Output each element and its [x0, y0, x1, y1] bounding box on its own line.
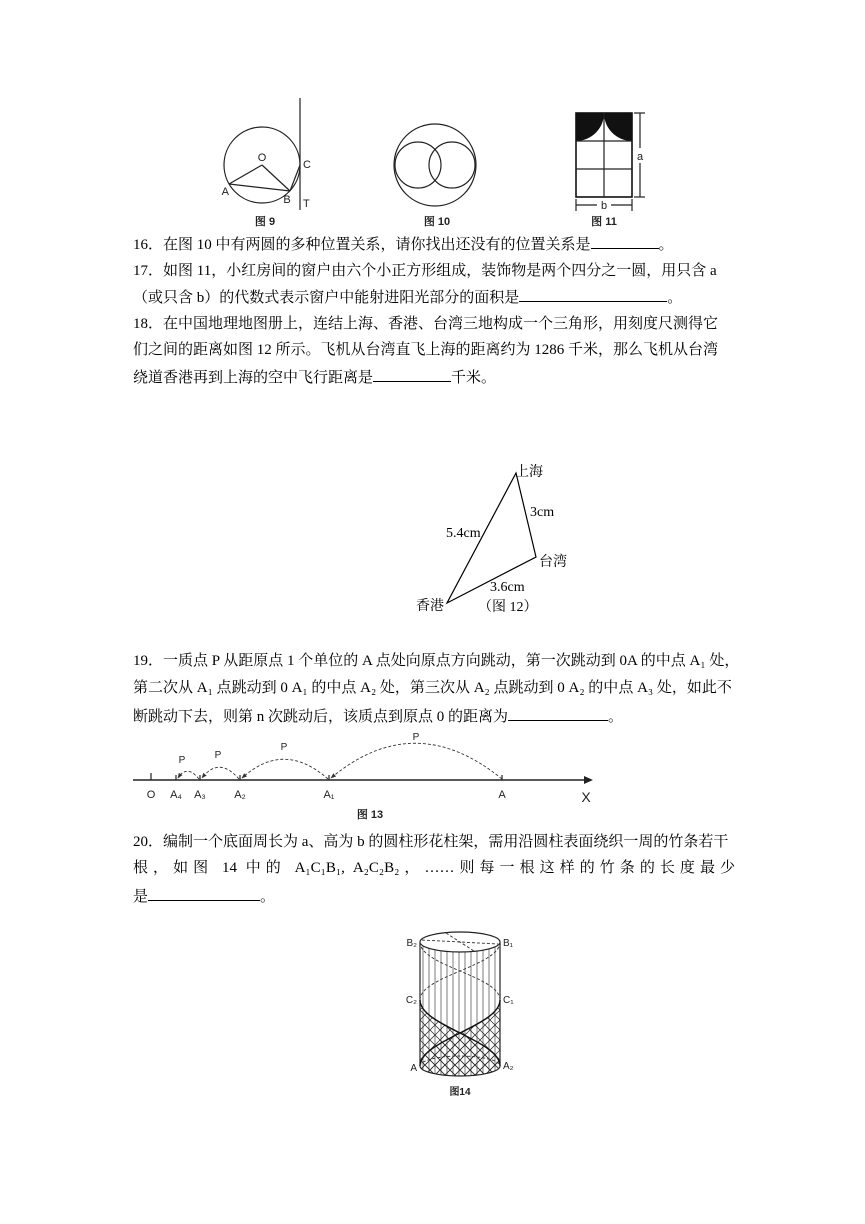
figure-9 — [222, 98, 311, 228]
jump-arc-1 — [331, 743, 502, 779]
inner-circle-left — [395, 142, 441, 188]
label-a: A — [410, 1063, 417, 1074]
label-c2: C₂ — [405, 995, 417, 1006]
question-17-text: （或只含 b）的代数式表示窗户中能射进阳光部分的面积是 — [133, 290, 520, 306]
figure-9-caption: 图 9 — [254, 216, 276, 228]
figure-10-caption: 图 10 — [423, 216, 451, 228]
window-frame — [576, 113, 632, 197]
figure-13-caption: 图 13 — [356, 809, 384, 821]
label-b: B — [283, 194, 291, 206]
question-17-line-1: 17．如图 11，小红房间的窗户由六个小正方形组成，装饰物是两个四分之一圆，用只含 a — [133, 263, 717, 279]
question-18-line-1: 18．在中国地理地图册上，连结上海、香港、台湾三地构成一个三角形，用刻度尺测得它 — [133, 316, 719, 332]
question-20-line-2: 根，如图 14 中的 A₁C₁B₁, A₂C₂B₂，……则每一根这样的竹条的长度最少 — [133, 860, 735, 876]
answer-blank — [508, 706, 608, 721]
label-a2: A₂ — [503, 1061, 514, 1072]
question-17-line-2 — [133, 287, 682, 308]
question-19-line-2: 第二次从 A₁ 点跳动到 0 A₁ 的中点 A₂ 处，第三次从 A₂ 点跳动到 0 A₂ 的中点 A₃ 处，如此不 — [133, 680, 732, 696]
top-chord-2 — [446, 933, 474, 951]
segment-ob — [262, 165, 290, 191]
answer-blank — [519, 287, 667, 302]
question-19-text: 断跳动下去，则第 n 次跳动后，该质点到原点 0 的距离为 — [133, 709, 509, 725]
question-19-end: 。 — [608, 709, 624, 725]
question-16-end: 。 — [658, 237, 674, 253]
point-label-o: O — [146, 789, 156, 801]
figure-13 — [133, 732, 593, 821]
question-16 — [133, 234, 674, 255]
cylinder-bottom-front — [420, 1066, 500, 1076]
cylinder-vertical-strips — [420, 942, 500, 1076]
strip-a2-c2 — [420, 1000, 500, 1066]
distance-hongkong-taiwan: 3.6cm — [490, 580, 525, 595]
lattice-region-left — [420, 1000, 500, 1076]
quarter-circle-left — [576, 113, 604, 141]
jump-arc-4 — [178, 771, 199, 779]
circle-o — [221, 127, 300, 203]
question-20-line-3 — [133, 886, 275, 907]
lattice-region-right — [420, 1000, 500, 1076]
figure-14-caption: 图14 — [449, 1087, 471, 1098]
number-line-arrow — [584, 776, 593, 784]
strip-c2-b1 — [420, 942, 500, 1000]
quarter-circle-right — [604, 113, 632, 141]
question-20-end: 。 — [260, 889, 276, 905]
jumper-label: P — [214, 750, 222, 761]
point-label-a4: A₄ — [170, 789, 182, 801]
question-19-line-3 — [133, 706, 623, 727]
question-17-end: 。 — [667, 290, 683, 306]
triangle-shanghai-taiwan-hongkong — [447, 473, 536, 603]
outer-circle — [394, 124, 476, 206]
segment-ab — [229, 184, 290, 191]
figure-12-caption: （图 12） — [478, 600, 538, 615]
question-20-line-1: 20．编制一个底面周长为 a、高为 b 的圆柱形花柱架，需用沿圆柱表面绕织一周的竹条若干 — [133, 834, 729, 850]
label-a: A — [221, 186, 229, 198]
question-18-text: 绕道香港再到上海的空中飞行距离是 — [133, 370, 374, 386]
segment-oa — [229, 165, 262, 184]
question-18-line-3 — [133, 367, 496, 388]
question-18-unit: 千米。 — [451, 370, 497, 386]
axis-label-x: X — [581, 789, 591, 805]
question-20-text: 是 — [133, 889, 149, 905]
figure-14 — [406, 932, 514, 1098]
label-a: a — [636, 151, 644, 163]
figure-12 — [416, 464, 567, 615]
jumper-label: P — [178, 755, 186, 766]
vertex-taiwan: 台湾 — [539, 555, 567, 570]
label-b1: B₁ — [503, 938, 514, 949]
distance-shanghai-taiwan: 3cm — [530, 505, 555, 520]
vertex-hongkong: 香港 — [416, 599, 444, 614]
inner-circle-right — [429, 142, 475, 188]
figure-11 — [576, 113, 645, 228]
figure-11-caption: 图 11 — [591, 216, 617, 228]
point-label-a3: A₃ — [194, 789, 206, 801]
top-chord-1 — [422, 940, 498, 944]
jump-arc-2 — [242, 759, 328, 779]
strip-c1-b2 — [420, 942, 500, 1000]
cylinder-top — [420, 932, 500, 952]
figure-10 — [394, 124, 476, 228]
point-label-a2: A₂ — [234, 789, 246, 801]
label-b: b — [600, 200, 608, 212]
strip-a-c1 — [420, 1000, 500, 1066]
vertex-shanghai: 上海 — [515, 465, 543, 480]
label-t: T — [303, 198, 310, 210]
label-c: C — [303, 159, 311, 171]
point-label-a1: A₁ — [323, 789, 335, 801]
segment-bc — [290, 165, 300, 191]
answer-blank — [591, 234, 659, 249]
distance-shanghai-hongkong: 5.4cm — [446, 526, 481, 541]
label-o: O — [257, 152, 267, 164]
label-b2: B₂ — [406, 938, 417, 949]
jumper-label: P — [280, 742, 288, 753]
question-16-text: 16．在图 10 中有两圆的多种位置关系，请你找出还没有的位置关系是 — [133, 237, 591, 253]
question-18-line-2: 们之间的距离如图 12 所示。飞机从台湾直飞上海的距离约为 1286 千米，那么飞机从台湾 — [133, 342, 719, 358]
question-19-line-1: 19．一质点 P 从距原点 1 个单位的 A 点处向原点方向跳动，第一次跳动到 0A 的中点 A₁ 处， — [133, 653, 740, 669]
answer-blank — [373, 367, 451, 382]
answer-blank — [148, 886, 260, 901]
jumper-label: P — [412, 732, 420, 743]
point-label-a: A — [498, 789, 506, 801]
label-c1: C₁ — [503, 995, 514, 1006]
cylinder-bottom-back — [420, 1056, 500, 1066]
jump-arc-3 — [202, 767, 239, 779]
